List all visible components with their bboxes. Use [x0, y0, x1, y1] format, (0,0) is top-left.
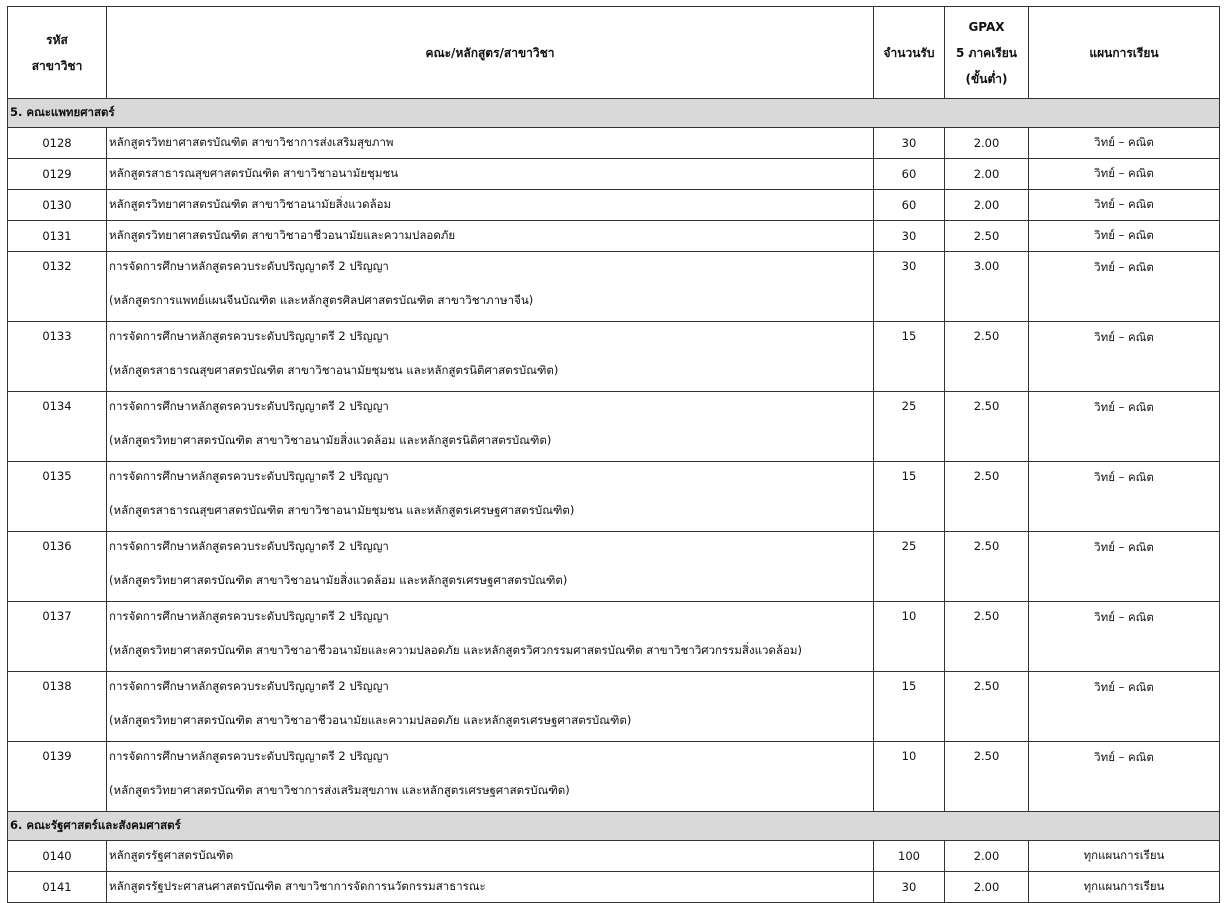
- header-code-line2: สาขาวิชา: [31, 58, 83, 73]
- header-plan: แผนการเรียน: [1029, 7, 1220, 99]
- faculty-title: 5. คณะแพทยศาสตร์: [8, 99, 1220, 128]
- program-name-line2: (หลักสูตรสาธารณสุขศาสตรบัณฑิต สาขาวิชาอนามัยชุมชน และหลักสูตรนิติศาสตรบัณฑิต): [109, 363, 559, 377]
- program-name-line1: การจัดการศึกษาหลักสูตรควบระดับปริญญาตรี 2 ปริญญา: [109, 539, 389, 553]
- seats-count: 60: [874, 159, 945, 190]
- seats-count: 15: [874, 672, 945, 742]
- study-plan: ทุกแผนการเรียน: [1029, 872, 1220, 903]
- seats-count: 25: [874, 392, 945, 462]
- program-code: 0128: [8, 128, 107, 159]
- program-name-line1: การจัดการศึกษาหลักสูตรควบระดับปริญญาตรี 2 ปริญญา: [109, 469, 389, 483]
- min-gpax: 2.50: [945, 221, 1029, 252]
- min-gpax: 2.00: [945, 128, 1029, 159]
- program-name: [107, 190, 874, 221]
- table-row: [8, 128, 1220, 159]
- program-name-line1: การจัดการศึกษาหลักสูตรควบระดับปริญญาตรี 2 ปริญญา: [109, 609, 389, 623]
- program-name-line2: (หลักสูตรวิทยาศาสตรบัณฑิต สาขาวิชาอาชีวอนามัยและความปลอดภัย และหลักสูตรเศรษฐศาสตรบัณฑิต): [109, 713, 632, 727]
- program-name-line1: หลักสูตรวิทยาศาสตรบัณฑิต สาขาวิชาอนามัยสิ่งแวดล้อม: [109, 197, 392, 211]
- table-row: [8, 322, 1220, 392]
- header-code: [8, 7, 107, 99]
- seats-count: 30: [874, 252, 945, 322]
- program-code: 0137: [8, 602, 107, 672]
- header-row: [8, 7, 1220, 99]
- study-plan: วิทย์ – คณิต: [1029, 190, 1220, 221]
- seats-count: 25: [874, 532, 945, 602]
- min-gpax: 2.50: [945, 602, 1029, 672]
- program-name: [107, 392, 874, 462]
- min-gpax: 2.00: [945, 190, 1029, 221]
- table-row: [8, 392, 1220, 462]
- min-gpax: 2.50: [945, 672, 1029, 742]
- program-code: 0132: [8, 252, 107, 322]
- program-name: [107, 159, 874, 190]
- table-row: [8, 602, 1220, 672]
- seats-count: 30: [874, 221, 945, 252]
- min-gpax: 2.50: [945, 392, 1029, 462]
- study-plan: วิทย์ – คณิต: [1029, 742, 1220, 812]
- study-plan: วิทย์ – คณิต: [1029, 672, 1220, 742]
- table-row: [8, 532, 1220, 602]
- table-row: [8, 159, 1220, 190]
- study-plan: วิทย์ – คณิต: [1029, 392, 1220, 462]
- min-gpax: 2.00: [945, 841, 1029, 872]
- min-gpax: 2.50: [945, 322, 1029, 392]
- program-code: 0129: [8, 159, 107, 190]
- program-code: 0141: [8, 872, 107, 903]
- program-name: [107, 602, 874, 672]
- study-plan: วิทย์ – คณิต: [1029, 252, 1220, 322]
- header-code-line1: รหัส: [46, 32, 68, 47]
- seats-count: 30: [874, 872, 945, 903]
- min-gpax: 2.00: [945, 159, 1029, 190]
- header-gpax-line2: 5 ภาคเรียน: [956, 45, 1017, 60]
- program-name-line2: (หลักสูตรการแพทย์แผนจีนบัณฑิต และหลักสูตรศิลปศาสตรบัณฑิต สาขาวิชาภาษาจีน): [109, 293, 534, 307]
- program-name: [107, 872, 874, 903]
- program-name-line2: (หลักสูตรวิทยาศาสตรบัณฑิต สาขาวิชาอาชีวอนามัยและความปลอดภัย และหลักสูตรวิศวกรรมศาสตรบัณฑิต สาขาวิชาวิศวกรรมสิ่งแวดล้อม): [109, 643, 802, 657]
- min-gpax: 2.50: [945, 742, 1029, 812]
- seats-count: 10: [874, 602, 945, 672]
- program-name-line2: (หลักสูตรวิทยาศาสตรบัณฑิต สาขาวิชาอนามัยสิ่งแวดล้อม และหลักสูตรนิติศาสตรบัณฑิต): [109, 433, 552, 447]
- seats-count: 100: [874, 841, 945, 872]
- header-gpax-line1: GPAX: [968, 19, 1005, 34]
- program-name-line1: หลักสูตรรัฐประศาสนศาสตรบัณฑิต สาขาวิชาการจัดการนวัตกรรมสาธารณะ: [109, 879, 486, 893]
- header-gpax: [945, 7, 1029, 99]
- program-code: 0139: [8, 742, 107, 812]
- program-name: [107, 841, 874, 872]
- table-row: [8, 252, 1220, 322]
- table-row: [8, 462, 1220, 532]
- program-name-line1: หลักสูตรวิทยาศาสตรบัณฑิต สาขาวิชาการส่งเสริมสุขภาพ: [109, 135, 394, 149]
- faculty-row: [8, 99, 1220, 128]
- program-name-line2: (หลักสูตรสาธารณสุขศาสตรบัณฑิต สาขาวิชาอนามัยชุมชน และหลักสูตรเศรษฐศาสตรบัณฑิต): [109, 503, 575, 517]
- program-name-line2: (หลักสูตรวิทยาศาสตรบัณฑิต สาขาวิชาการส่งเสริมสุขภาพ และหลักสูตรเศรษฐศาสตรบัณฑิต): [109, 783, 570, 797]
- study-plan: วิทย์ – คณิต: [1029, 462, 1220, 532]
- program-code: 0133: [8, 322, 107, 392]
- study-plan: วิทย์ – คณิต: [1029, 532, 1220, 602]
- table-row: [8, 872, 1220, 903]
- program-code: 0140: [8, 841, 107, 872]
- min-gpax: 2.00: [945, 872, 1029, 903]
- program-name: [107, 462, 874, 532]
- program-name-line2: (หลักสูตรวิทยาศาสตรบัณฑิต สาขาวิชาอนามัยสิ่งแวดล้อม และหลักสูตรเศรษฐศาสตรบัณฑิต): [109, 573, 568, 587]
- program-name: [107, 322, 874, 392]
- faculty-row: [8, 812, 1220, 841]
- program-code: 0130: [8, 190, 107, 221]
- faculty-title: 6. คณะรัฐศาสตร์และสังคมศาสตร์: [8, 812, 1220, 841]
- min-gpax: 3.00: [945, 252, 1029, 322]
- seats-count: 10: [874, 742, 945, 812]
- header-gpax-line3: (ขั้นต่ำ): [965, 71, 1008, 86]
- admission-table: [7, 6, 1220, 903]
- program-name: [107, 742, 874, 812]
- program-name: [107, 672, 874, 742]
- program-name-line1: การจัดการศึกษาหลักสูตรควบระดับปริญญาตรี 2 ปริญญา: [109, 399, 389, 413]
- program-name-line1: หลักสูตรรัฐศาสตรบัณฑิต: [109, 848, 234, 862]
- program-name-line1: การจัดการศึกษาหลักสูตรควบระดับปริญญาตรี 2 ปริญญา: [109, 329, 389, 343]
- program-name: [107, 532, 874, 602]
- program-name-line1: การจัดการศึกษาหลักสูตรควบระดับปริญญาตรี 2 ปริญญา: [109, 749, 389, 763]
- study-plan: วิทย์ – คณิต: [1029, 128, 1220, 159]
- program-code: 0136: [8, 532, 107, 602]
- study-plan: วิทย์ – คณิต: [1029, 159, 1220, 190]
- program-name: [107, 128, 874, 159]
- header-program: คณะ/หลักสูตร/สาขาวิชา: [107, 7, 874, 99]
- program-name-line1: หลักสูตรวิทยาศาสตรบัณฑิต สาขาวิชาอาชีวอนามัยและความปลอดภัย: [109, 228, 456, 242]
- seats-count: 15: [874, 462, 945, 532]
- seats-count: 15: [874, 322, 945, 392]
- table-row: [8, 672, 1220, 742]
- program-name-line1: การจัดการศึกษาหลักสูตรควบระดับปริญญาตรี 2 ปริญญา: [109, 259, 389, 273]
- study-plan: วิทย์ – คณิต: [1029, 602, 1220, 672]
- table-row: [8, 221, 1220, 252]
- program-code: 0138: [8, 672, 107, 742]
- program-name-line1: การจัดการศึกษาหลักสูตรควบระดับปริญญาตรี 2 ปริญญา: [109, 679, 389, 693]
- seats-count: 30: [874, 128, 945, 159]
- table-row: [8, 190, 1220, 221]
- table-body: [8, 99, 1220, 903]
- table-row: [8, 841, 1220, 872]
- program-code: 0134: [8, 392, 107, 462]
- program-name: [107, 252, 874, 322]
- header-seats: จำนวนรับ: [874, 7, 945, 99]
- program-code: 0135: [8, 462, 107, 532]
- study-plan: วิทย์ – คณิต: [1029, 221, 1220, 252]
- seats-count: 60: [874, 190, 945, 221]
- program-name-line1: หลักสูตรสาธารณสุขศาสตรบัณฑิต สาขาวิชาอนามัยชุมชน: [109, 166, 399, 180]
- study-plan: วิทย์ – คณิต: [1029, 322, 1220, 392]
- table-row: [8, 742, 1220, 812]
- min-gpax: 2.50: [945, 462, 1029, 532]
- study-plan: ทุกแผนการเรียน: [1029, 841, 1220, 872]
- program-name: [107, 221, 874, 252]
- program-code: 0131: [8, 221, 107, 252]
- min-gpax: 2.50: [945, 532, 1029, 602]
